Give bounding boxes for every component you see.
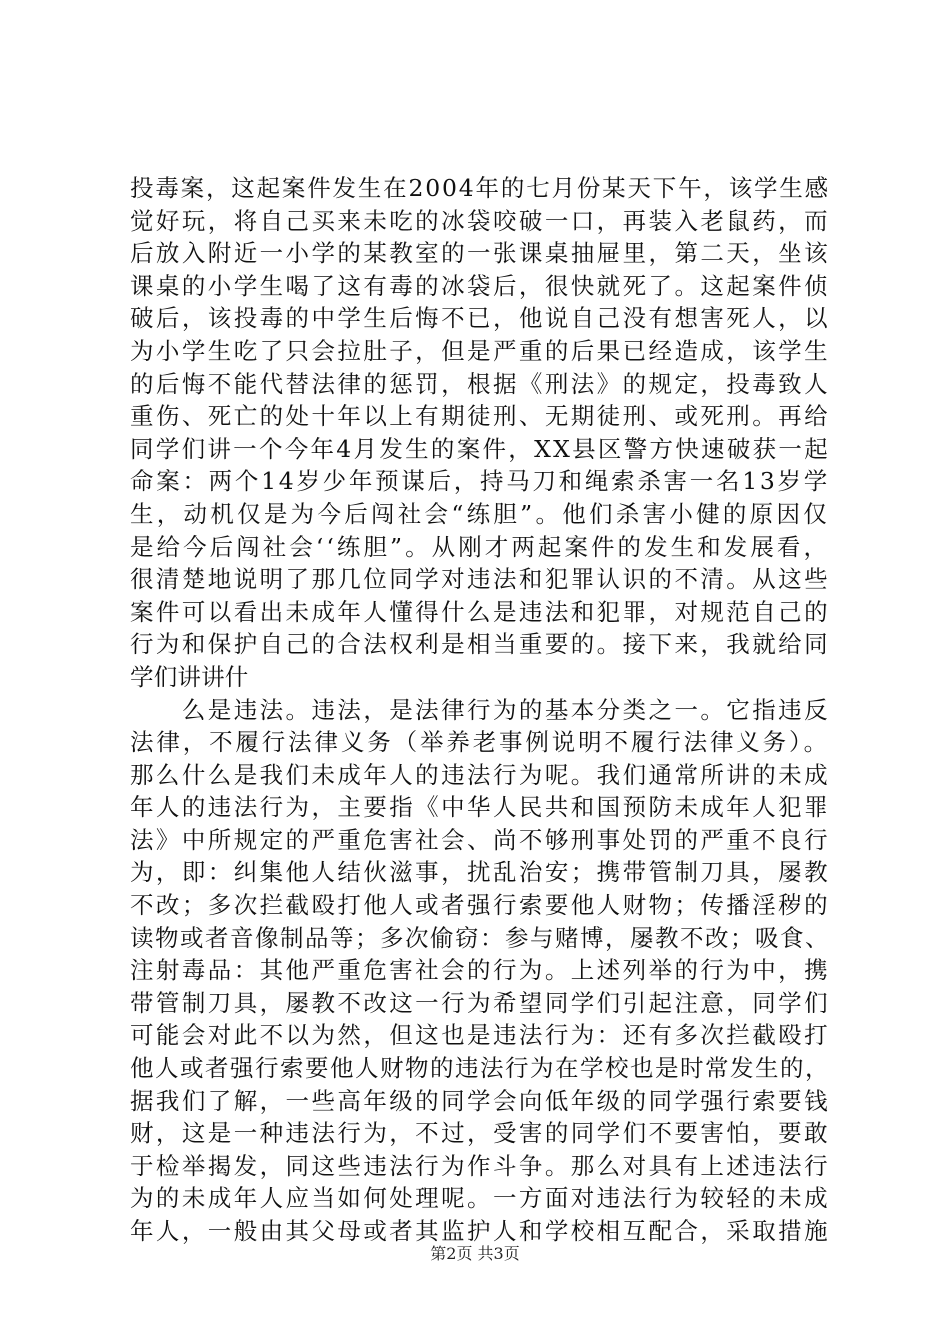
text-line: 法》中所规定的严重危害社会、尚不够刑事处罚的严重不良行 — [130, 825, 830, 854]
text-line: 他人或者强行索要他人财物的违法行为在学校也是时常发生的， — [130, 1054, 830, 1083]
text-line: 注射毒品：其他严重危害社会的行为。上述列举的行为中，携 — [130, 956, 830, 985]
text-line: 重伤、死亡的处十年以上有期徒刑、无期徒刑、或死刑。再给 — [130, 402, 830, 431]
text-line: 么是违法。违法，是法律行为的基本分类之一。它指违反 — [130, 695, 830, 724]
text-line: 后放入附近一小学的某教室的一张课桌抽屉里，第二天，坐该 — [130, 239, 830, 268]
text-line: 生，动机仅是为今后闯社会“练胆”。他们杀害小健的原因仅 — [130, 499, 830, 528]
text-line: 同学们讲一个今年4月发生的案件，XX县区警方快速破获一起 — [130, 434, 830, 463]
text-line: 不改；多次拦截殴打他人或者强行索要他人财物；传播淫秽的 — [130, 891, 830, 920]
text-line: 行为和保护自己的合法权利是相当重要的。接下来，我就给同 — [130, 630, 830, 659]
text-line: 法律，不履行法律义务（举养老事例说明不履行法律义务）。 — [130, 728, 830, 757]
text-line: 投毒案，这起案件发生在2004年的七月份某天下午，该学生感 — [130, 174, 830, 202]
text-line: 觉好玩，将自己买来未吃的冰袋咬破一口，再装入老鼠药，而 — [130, 206, 830, 235]
text-line: 那么什么是我们未成年人的违法行为呢。我们通常所讲的未成 — [130, 760, 830, 789]
text-line: 破后，该投毒的中学生后悔不已，他说自己没有想害死人，以 — [130, 304, 830, 333]
text-line: 是给今后闯社会‘‘练胆”。从刚才两起案件的发生和发展看， — [130, 532, 830, 561]
text-line: 课桌的小学生喝了这有毒的冰袋后，很快就死了。这起案件侦 — [130, 271, 830, 300]
text-line: 命案：两个14岁少年预谋后，持马刀和绳索杀害一名13岁学 — [130, 467, 830, 496]
text-line: 年人的违法行为，主要指《中华人民共和国预防未成年人犯罪 — [130, 793, 830, 822]
text-line: 很清楚地说明了那几位同学对违法和犯罪认识的不清。从这些 — [130, 565, 830, 594]
body-text — [130, 172, 830, 1248]
text-line: 读物或者音像制品等；多次偷窃：参与赌博，屡教不改；吸食、 — [130, 923, 830, 952]
text-line: 财，这是一种违法行为，不过，受害的同学们不要害怕，要敢 — [130, 1119, 830, 1148]
text-line: 案件可以看出未成年人懂得什么是违法和犯罪，对规范自己的 — [130, 597, 830, 626]
text-line: 可能会对此不以为然，但这也是违法行为：还有多次拦截殴打 — [130, 1021, 830, 1050]
page-footer: 第2页 共3页 — [430, 1244, 520, 1263]
text-line: 为，即：纠集他人结伙滋事，扰乱治安；携带管制刀具，屡教 — [130, 858, 830, 887]
text-line: 于检举揭发，同这些违法行为作斗争。那么对具有上述违法行 — [130, 1151, 830, 1180]
text-line: 据我们了解，一些高年级的同学会向低年级的同学强行索要钱 — [130, 1086, 830, 1115]
text-line: 年人，一般由其父母或者其监护人和学校相互配合，采取措施 — [130, 1217, 830, 1245]
text-line: 为小学生吃了只会拉肚子，但是严重的后果已经造成，该学生 — [130, 336, 830, 365]
text-line: 为的未成年人应当如何处理呢。一方面对违法行为较轻的未成 — [130, 1184, 830, 1213]
text-line: 带管制刀具，屡教不改这一行为希望同学们引起注意，同学们 — [130, 988, 830, 1017]
text-line: 学们讲讲什 — [130, 662, 249, 691]
text-line: 的后悔不能代替法律的惩罚，根据《刑法》的规定，投毒致人 — [130, 369, 830, 398]
